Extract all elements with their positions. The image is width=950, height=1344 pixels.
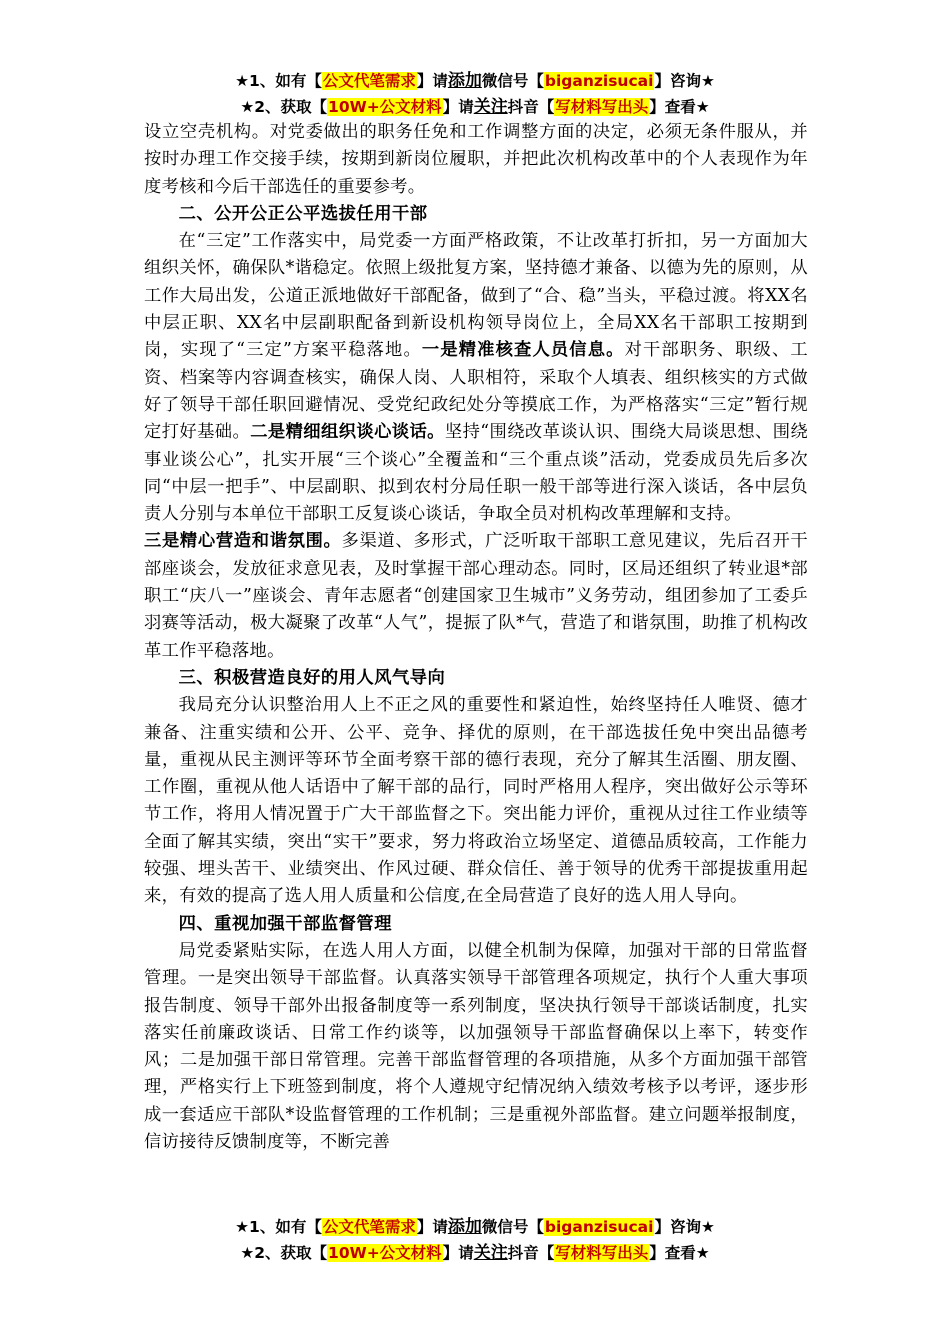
banner-text: 抖音【 xyxy=(507,1244,555,1262)
bold-lead: 二是精细组织谈心谈话。 xyxy=(250,422,445,443)
banner-text: 】咨询★ xyxy=(654,1218,715,1236)
banner-text: ★2、获取【 xyxy=(240,1244,328,1262)
banner-wechat-id: biganzisucai xyxy=(544,72,654,90)
banner-text: 】请 xyxy=(416,1218,448,1236)
banner-underlined: 关注 xyxy=(473,1243,508,1263)
banner-text: 微信号【 xyxy=(481,72,544,90)
banner-highlight: 公文代笔需求 xyxy=(322,1218,416,1236)
body-text: 坚持“围绕改革谈认识、围绕大局谈思想、围绕事业谈公心”，扎实开展“三个谈心”全覆盖和“三个重点谈”活动，党委成员先后多次同“中层一把手”、中层副职、拟到农村分局任职一般干部等进行深入谈话，各中层负责人分别与本单位干部职工反复谈心谈话，争取全员对机构改革理解和支持。 xyxy=(144,422,808,525)
bottom-banner xyxy=(0,1214,950,1266)
bold-lead: 一是精准核查人员信息。 xyxy=(421,340,625,361)
banner-line-2 xyxy=(0,1240,950,1266)
body-text: 对干部职务、职级、工资、档案等内容调查核实，确保人岗、人职相符，采取个人填表、组织核实的方式做好了领导干部任职回避情况、受党纪政纪处分等摸底工作，为严格落实“三定”暂行规定打好基础。 xyxy=(144,340,808,443)
banner-text: 】请 xyxy=(442,1244,474,1262)
banner-wechat-id: biganzisucai xyxy=(544,1218,654,1236)
intro-paragraph: 设立空壳机构。对党委做出的职务任免和工作调整方面的决定，必须无条件服从，并按时办理工作交接手续，按期到新岗位履职，并把此次机构改革中的个人表现作为年度考核和今后干部选任的重要参考。 xyxy=(144,122,808,197)
bold-lead: 三是精心营造和谐氛围。 xyxy=(144,531,342,552)
banner-line-1 xyxy=(0,68,950,94)
body-text: 多渠道、多形式，广泛听取干部职工意见建议，先后召开干部座谈会，发放征求意见表，及时掌握干部心理动态。同时，区局还组织了转业退*部职工“庆八一”座谈会、青年志愿者“创建国家卫生城市”义务劳动，组团参加了工委乒羽赛等活动，极大凝聚了改革“人气”，提振了队*气，营造了和谐氛围，助推了机构改革工作平稳落地。 xyxy=(144,531,808,661)
banner-text: 抖音【 xyxy=(507,98,555,116)
banner-text: ★1、如有【 xyxy=(235,1218,322,1236)
banner-line-1 xyxy=(0,1214,950,1240)
banner-highlight: 10W+公文材料 xyxy=(328,98,442,116)
document-body xyxy=(144,119,808,1156)
banner-text: 微信号【 xyxy=(481,1218,544,1236)
banner-text: 】查看★ xyxy=(649,98,710,116)
banner-line-2 xyxy=(0,94,950,120)
section-4-paragraph: 局党委紧贴实际，在选人用人方面，以健全机制为保障，加强对干部的日常监督管理。一是突出领导干部监督。认真落实领导干部管理各项规定，执行个人重大事项报告制度、领导干部外出报备制度等一系列制度，坚决执行领导干部谈话制度，扎实落实任前廉政谈话、日常工作约谈等，以加强领导干部监督确保以上率下，转变作风；二是加强干部日常管理。完善干部监督管理的各项措施，从多个方面加强干部管理，严格实行上下班签到制度，将个人遵规守纪情况纳入绩效考核予以考评，逐步形成一套适应干部队*设监督管理的工作机制；三是重视外部监督。建立问题举报制度，信访接待反馈制度等，不断完善 xyxy=(144,940,808,1152)
body-text: 在“三定”工作落实中，局党委一方面严格政策，不让改革打折扣，另一方面加大组织关怀，确保队*谐稳定。依照上级批复方案，坚持德才兼备、以德为先的原则，从工作大局出发，公道正派地做好干部配备，做到了“合、稳”当头，平稳过渡。将XX名中层正职、XX名中层副职配备到新设机构领导岗位上，全局XX名干部职工按期到岗，实现了“三定”方案平稳落地。 xyxy=(144,231,808,361)
banner-douyin-id: 写材料写出头 xyxy=(555,1244,649,1262)
banner-text: ★1、如有【 xyxy=(235,72,322,90)
banner-text: ★2、获取【 xyxy=(240,98,328,116)
banner-text: 】查看★ xyxy=(649,1244,710,1262)
banner-underlined: 添加 xyxy=(447,71,482,91)
section-2-paragraph xyxy=(144,228,808,665)
banner-text: 】咨询★ xyxy=(654,72,715,90)
section-3-heading: 三、积极营造良好的用人风气导向 xyxy=(178,667,446,688)
banner-text: 】请 xyxy=(416,72,448,90)
banner-highlight: 10W+公文材料 xyxy=(328,1244,442,1262)
banner-douyin-id: 写材料写出头 xyxy=(555,98,649,116)
banner-text: 】请 xyxy=(442,98,474,116)
section-2-heading: 二、公开公正公平选拔任用干部 xyxy=(178,203,428,224)
top-banner xyxy=(0,68,950,120)
banner-underlined: 添加 xyxy=(447,1217,482,1237)
banner-highlight: 公文代笔需求 xyxy=(322,72,416,90)
banner-underlined: 关注 xyxy=(473,97,508,117)
section-3-paragraph: 我局充分认识整治用人上不正之风的重要性和紧迫性，始终坚持任人唯贤、德才兼备、注重实绩和公开、公平、竞争、择优的原则，在干部选拔任免中突出品德考量，重视从民主测评等环节全面考察干部的德行表现，充分了解其生活圈、朋友圈、工作圈，重视从他人话语中了解干部的品行，同时严格用人程序，突出做好公示等环节工作，将用人情况置于广大干部监督之下。突出能力评价，重视从过往工作业绩等全面了解其实绩，突出“实干”要求，努力将政治立场坚定、道德品质较高，工作能力较强、埋头苦干、业绩突出、作风过硬、群众信任、善于领导的优秀干部提拔重用起来，有效的提高了选人用人质量和公信度,在全局营造了良好的选人用人导向。 xyxy=(144,695,808,907)
section-4-heading: 四、重视加强干部监督管理 xyxy=(178,913,392,934)
